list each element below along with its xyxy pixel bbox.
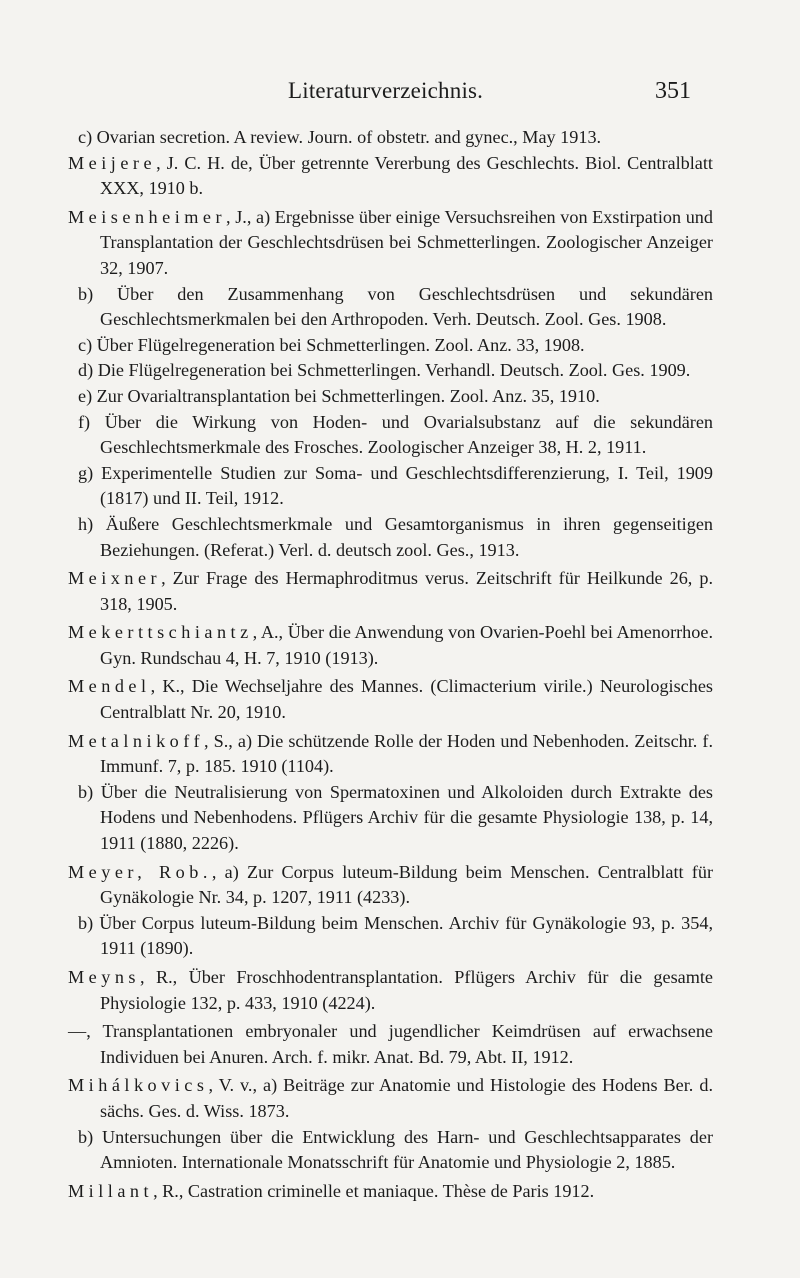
entry-text: , J. C. H. de, Über getrennte Vererbung des Geschlechts. Biol. Centralblatt XXX, 1910 b.: [100, 152, 713, 199]
bibliography-subentry: e) Zur Ovarialtransplantation bei Schmetterlingen. Zool. Anz. 35, 1910.: [78, 385, 600, 406]
bibliography-entry: [68, 729, 713, 780]
bibliography-entry: [68, 1019, 713, 1070]
page-header: [0, 78, 800, 114]
author-name: Mekerttschiantz: [68, 622, 253, 643]
entry-text: , J., a) Ergebnisse über einige Versuchsreihen von Exstirpation und Transplantation der Geschlechtsdrüsen bei Schmetterlingen. Zoologischer Anzeiger 32, 1907.: [100, 206, 713, 278]
bibliography-entry: [68, 965, 713, 1016]
bibliography-entry: [68, 566, 713, 617]
entry-text: , Zur Frage des Hermaphroditmus verus. Zeitschrift für Heilkunde 26, p. 318, 1905.: [100, 568, 713, 614]
bibliography-entry: [68, 1179, 713, 1205]
running-title: Literaturverzeichnis.: [288, 78, 484, 103]
entry-text: , a) Zur Corpus luteum-Bildung beim Menschen. Centralblatt für Gynäkologie Nr. 34, p. 1207, 1911 (4233).: [100, 861, 714, 908]
bibliography-subentry: c) Ovarian secretion. A review. Journ. of obstetr. and gynec., May 1913.: [78, 127, 602, 147]
entry-text: , R., Über Froschhodentransplantation. Pflügers Archiv für die gesamte Physiologie 132, p. 433, 1910 (4224).: [100, 967, 713, 1013]
entry-text: —, Transplantationen embryonaler und jugendlicher Keimdrüsen auf erwachsene Individuen bei Anuren. Arch. f. mikr. Anat. Bd. 79, Abt. II, 1912.: [68, 1021, 713, 1067]
entry-text: , A., Über die Anwendung von Ovarien-Poehl bei Amenorrhoe. Gyn. Rundschau 4, H. 7, 1910 (1913).: [100, 622, 713, 668]
bibliography-entry: [68, 860, 713, 911]
bibliography-subentry: b) Über die Neutralisierung von Spermatoxinen und Alkoloiden durch Extrakte des Hodens und Nebenhodens. Pflügers Archiv für die gesamte Physiologie 138, p. 14, 1911 (1880, 2226).: [78, 781, 713, 854]
author-name: Meixner: [68, 568, 162, 589]
bibliography-entry: [68, 151, 713, 202]
bibliography-entry: [68, 674, 713, 725]
bibliography-subentry: g) Experimentelle Studien zur Soma- und Geschlechtsdifferenzierung, I. Teil, 1909 (1817) und II. Teil, 1912.: [78, 462, 713, 509]
author-name: Millant: [68, 1180, 154, 1201]
entry-text: , V. v., a) Beiträge zur Anatomie und Histologie des Hodens Ber. d. sächs. Ges. d. Wiss. 1873.: [100, 1075, 713, 1121]
bibliography-subentry: d) Die Flügelregeneration bei Schmetterlingen. Verhandl. Deutsch. Zool. Ges. 1909.: [78, 360, 691, 381]
author-name: Meijere: [68, 152, 157, 173]
author-name: Mendel: [68, 676, 151, 697]
bibliography-entry: [68, 205, 713, 282]
bibliography-subentry: f) Über die Wirkung von Hoden- und Ovarialsubstanz auf die sekundären Geschlechtsmerkmale des Frosches. Zoologischer Anzeiger 38, H. 2, 1911.: [78, 411, 713, 458]
author-name: Meyer, Rob.: [68, 861, 212, 882]
entry-text: , S., a) Die schützende Rolle der Hoden und Nebenhoden. Zeitschr. f. Immunf. 7, p. 185. 1910 (1104).: [100, 730, 713, 777]
author-name: Meyns: [68, 967, 141, 987]
entry-text: , R., Castration criminelle et maniaque. Thèse de Paris 1912.: [153, 1180, 595, 1201]
bibliography-subentry: b) Über Corpus luteum-Bildung beim Menschen. Archiv für Gynäkologie 93, p. 354, 1911 (1890).: [78, 912, 713, 959]
bibliography-entry: [68, 1073, 713, 1124]
bibliography-subentry: c) Über Flügelregeneration bei Schmetterlingen. Zool. Anz. 33, 1908.: [78, 334, 585, 355]
author-name: Meisenheimer: [68, 206, 227, 227]
page-number: 351: [655, 78, 691, 104]
author-name: Metalnikoff: [68, 730, 205, 751]
entry-text: , K., Die Wechseljahre des Mannes. (Climacterium virile.) Neurologisches Centralblatt Nr. 20, 1910.: [100, 676, 713, 723]
bibliography-list: [68, 125, 713, 1204]
bibliography-subentry: b) Untersuchungen über die Entwicklung des Harn- und Geschlechtsapparates der Amnioten. Internationale Monatsschrift für Anatomie und Physiologie 2, 1885.: [78, 1126, 713, 1173]
bibliography-subentry: b) Über den Zusammenhang von Geschlechtsdrüsen und sekundären Geschlechtsmerkmalen bei den Arthropoden. Verh. Deutsch. Zool. Ges. 1908.: [78, 283, 713, 330]
author-name: Mihálkovics: [68, 1075, 209, 1096]
bibliography-subentry: h) Äußere Geschlechtsmerkmale und Gesamtorganismus in ihren gegenseitigen Beziehungen. (Referat.) Verl. d. deutsch zool. Ges., 1913.: [78, 513, 713, 560]
bibliography-entry: [68, 620, 713, 671]
